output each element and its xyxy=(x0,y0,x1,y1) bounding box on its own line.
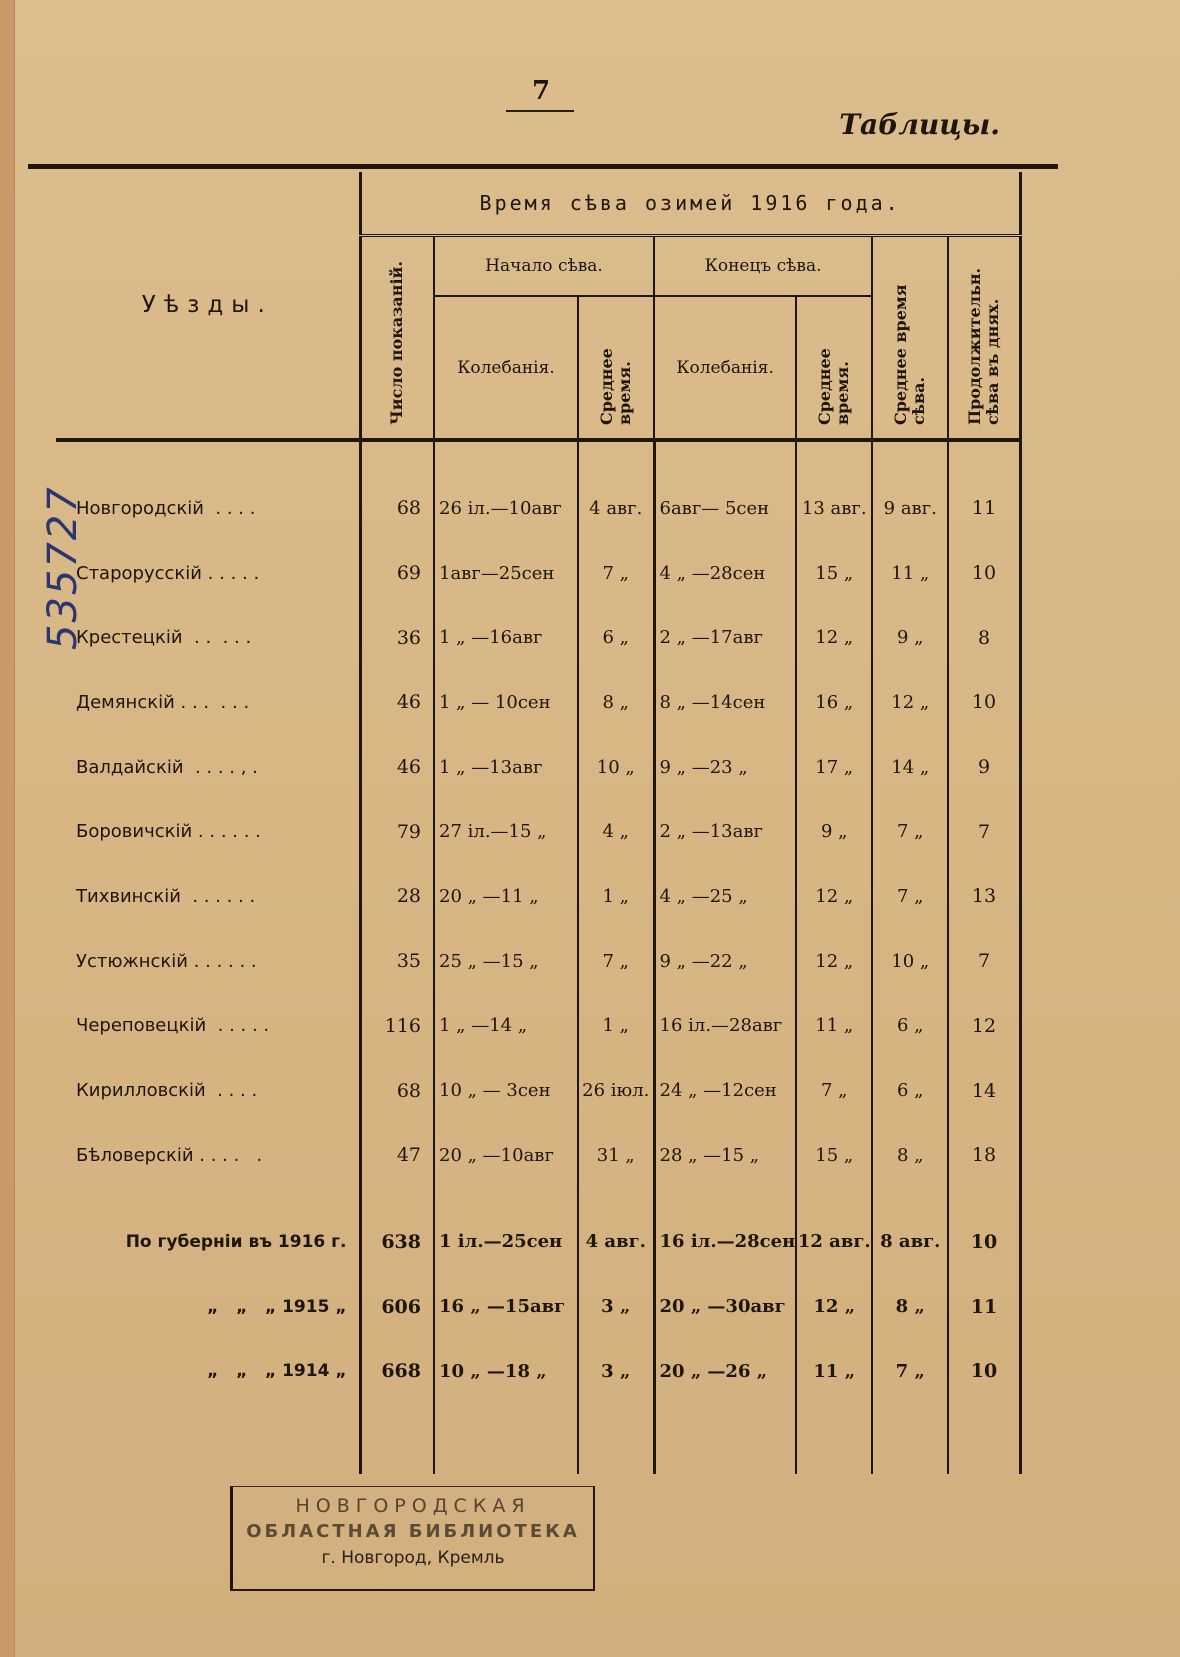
row-count: 28 xyxy=(396,885,421,908)
total-count: 606 xyxy=(381,1295,421,1318)
total-start-range: 16 „ —15авг xyxy=(434,1274,578,1339)
row-start-range: 27 іл.—15 „ xyxy=(434,799,578,864)
row-end-avg: 15 „ xyxy=(796,541,872,606)
row-start-avg: 8 „ xyxy=(578,670,654,735)
row-days: 12 xyxy=(948,994,1020,1059)
stamp-line-2: ОБЛАСТНАЯ БИБЛИОТЕКА xyxy=(246,1521,580,1542)
row-count: 68 xyxy=(396,497,421,520)
row-end-range: 4 „ —28сен xyxy=(654,541,796,606)
row-start-avg: 7 „ xyxy=(578,541,654,606)
spacer-row xyxy=(56,1188,1020,1210)
row-start-range: 25 „ —15 „ xyxy=(434,929,578,994)
row-start-range: 26 іл.—10авг xyxy=(434,476,578,541)
header-end-avg xyxy=(796,296,872,440)
row-count: 79 xyxy=(396,820,421,843)
row-start-avg: 26 іюл. xyxy=(578,1058,654,1123)
row-uezd-name: Старорусскій . . . . . xyxy=(56,541,360,606)
row-start-avg: 7 „ xyxy=(578,929,654,994)
header-uezdy: Уѣзды. xyxy=(56,172,360,440)
row-uezd-name: Демянскій . . . . . . xyxy=(56,670,360,735)
row-start-range: 1 „ — 10сен xyxy=(434,670,578,735)
total-row xyxy=(56,1210,1020,1275)
row-uezd-name: Череповецкій . . . . . xyxy=(56,994,360,1059)
row-start-avg: 1 „ xyxy=(578,864,654,929)
page-number: 7 xyxy=(531,76,551,106)
total-end-avg: 12 авг. xyxy=(796,1210,872,1275)
total-end-avg: 11 „ xyxy=(796,1339,872,1404)
total-avg: 8 „ xyxy=(872,1274,948,1339)
row-avg: 8 „ xyxy=(872,1123,948,1188)
row-avg: 6 „ xyxy=(872,1058,948,1123)
row-end-range: 8 „ —14сен xyxy=(654,670,796,735)
row-start-range: 20 „ —10авг xyxy=(434,1123,578,1188)
row-avg: 14 „ xyxy=(872,735,948,800)
row-end-range: 16 іл.—28авг xyxy=(654,994,796,1059)
header-avg-sowing-text: Среднее время сѣва. xyxy=(891,284,929,425)
row-end-avg: 17 „ xyxy=(796,735,872,800)
row-start-range: 1 „ —13авг xyxy=(434,735,578,800)
row-uezd-name: Новгородскій . . . . xyxy=(56,476,360,541)
row-start-avg: 4 авг. xyxy=(578,476,654,541)
row-days: 9 xyxy=(948,735,1020,800)
row-uezd-name: Бѣловерскій . . . . . xyxy=(56,1123,360,1188)
row-start-avg: 10 „ xyxy=(578,735,654,800)
table-row xyxy=(56,864,1020,929)
row-end-avg: 12 „ xyxy=(796,929,872,994)
row-end-avg: 9 „ xyxy=(796,799,872,864)
row-count: 46 xyxy=(396,756,421,779)
row-avg: 11 „ xyxy=(872,541,948,606)
row-start-range: 1авг—25сен xyxy=(434,541,578,606)
row-end-range: 4 „ —25 „ xyxy=(654,864,796,929)
total-days: 10 xyxy=(948,1339,1020,1404)
row-avg: 9 „ xyxy=(872,605,948,670)
row-avg: 10 „ xyxy=(872,929,948,994)
header-start-avg-text: Среднее время. xyxy=(597,348,634,425)
row-days: 14 xyxy=(948,1058,1020,1123)
row-days: 13 xyxy=(948,864,1020,929)
row-count: 47 xyxy=(396,1144,421,1167)
page-number-rule xyxy=(506,110,574,112)
row-days: 7 xyxy=(948,799,1020,864)
sowing-time-table xyxy=(56,172,1022,1474)
table-title: Время сѣва озимей 1916 года. xyxy=(360,172,1020,236)
row-start-avg: 4 „ xyxy=(578,799,654,864)
table-row xyxy=(56,1058,1020,1123)
table-row xyxy=(56,541,1020,606)
row-days: 10 xyxy=(948,541,1020,606)
row-count: 46 xyxy=(396,691,421,714)
row-end-avg: 7 „ xyxy=(796,1058,872,1123)
row-days: 18 xyxy=(948,1123,1020,1188)
header-start-fluct: Колебанія. xyxy=(434,296,578,440)
row-start-avg: 1 „ xyxy=(578,994,654,1059)
table-row xyxy=(56,929,1020,994)
header-count-text: Число показаній. xyxy=(387,261,407,425)
row-avg: 9 авг. xyxy=(872,476,948,541)
table-row xyxy=(56,670,1020,735)
table-row xyxy=(56,994,1020,1059)
row-end-range: 2 „ —13авг xyxy=(654,799,796,864)
row-end-avg: 13 авг. xyxy=(796,476,872,541)
total-row-name: По губерніи въ 1916 г. xyxy=(56,1210,360,1275)
table-row xyxy=(56,1123,1020,1188)
total-end-range: 16 іл.—28сен xyxy=(654,1210,796,1275)
total-end-range: 20 „ —30авг xyxy=(654,1274,796,1339)
total-start-range: 1 іл.—25сен xyxy=(434,1210,578,1275)
table-row xyxy=(56,735,1020,800)
row-uezd-name: Крестецкій . . . . . xyxy=(56,605,360,670)
row-count: 36 xyxy=(396,626,421,649)
total-days: 10 xyxy=(948,1210,1020,1275)
row-avg: 6 „ xyxy=(872,994,948,1059)
total-end-range: 20 „ —26 „ xyxy=(654,1339,796,1404)
row-uezd-name: Кирилловскій . . . . xyxy=(56,1058,360,1123)
header-duration xyxy=(948,236,1020,441)
row-start-range: 1 „ —16авг xyxy=(434,605,578,670)
total-avg: 7 „ xyxy=(872,1339,948,1404)
row-end-range: 6авг— 5сен xyxy=(654,476,796,541)
row-start-range: 1 „ —14 „ xyxy=(434,994,578,1059)
table-top-rule xyxy=(28,164,1058,169)
header-end-avg-text: Среднее время. xyxy=(815,348,853,425)
row-end-range: 9 „ —22 „ xyxy=(654,929,796,994)
header-end-fluct: Колебанія. xyxy=(654,296,796,440)
row-count: 68 xyxy=(396,1079,421,1102)
stamp-line-3: г. Новгород, Кремль xyxy=(321,1548,505,1568)
header-start-avg xyxy=(578,296,654,440)
stamp-line-1: НОВГОРОДСКАЯ xyxy=(295,1495,531,1517)
total-days: 11 xyxy=(948,1274,1020,1339)
header-start-group: Начало сѣва. xyxy=(434,236,654,297)
header-count xyxy=(360,236,434,441)
total-row xyxy=(56,1274,1020,1339)
row-days: 11 xyxy=(948,476,1020,541)
inventory-number xyxy=(6,450,86,650)
row-start-range: 20 „ —11 „ xyxy=(434,864,578,929)
total-row-name: „ „ „ 1914 „ xyxy=(56,1339,360,1404)
total-row-name: „ „ „ 1915 „ xyxy=(56,1274,360,1339)
total-start-avg: 3 „ xyxy=(578,1274,654,1339)
row-days: 7 xyxy=(948,929,1020,994)
total-start-avg: 3 „ xyxy=(578,1339,654,1404)
row-end-range: 9 „ —23 „ xyxy=(654,735,796,800)
spacer-row xyxy=(56,1404,1020,1474)
row-start-avg: 6 „ xyxy=(578,605,654,670)
row-uezd-name: Тихвинскій . . . . . . xyxy=(56,864,360,929)
total-end-avg: 12 „ xyxy=(796,1274,872,1339)
library-stamp xyxy=(230,1486,595,1591)
row-start-range: 10 „ — 3сен xyxy=(434,1058,578,1123)
total-avg: 8 авг. xyxy=(872,1210,948,1275)
row-end-range: 24 „ —12сен xyxy=(654,1058,796,1123)
row-days: 8 xyxy=(948,605,1020,670)
row-uezd-name: Устюжнскій . . . . . . xyxy=(56,929,360,994)
row-start-avg: 31 „ xyxy=(578,1123,654,1188)
inventory-number-text: 535727 xyxy=(40,485,86,650)
header-duration-text: Продолжительн. сѣва въ днях. xyxy=(965,267,1002,425)
row-avg: 7 „ xyxy=(872,799,948,864)
row-end-avg: 12 „ xyxy=(796,605,872,670)
row-end-avg: 16 „ xyxy=(796,670,872,735)
row-count: 35 xyxy=(396,950,421,973)
total-count: 668 xyxy=(381,1360,421,1383)
row-end-avg: 11 „ xyxy=(796,994,872,1059)
header-end-group: Конецъ сѣва. xyxy=(654,236,872,297)
row-uezd-name: Валдайскій . . . . , . xyxy=(56,735,360,800)
table-row xyxy=(56,476,1020,541)
row-end-range: 2 „ —17авг xyxy=(654,605,796,670)
header-avg-sowing xyxy=(872,236,948,441)
total-start-range: 10 „ —18 „ xyxy=(434,1339,578,1404)
row-count: 116 xyxy=(384,1014,421,1037)
row-count: 69 xyxy=(396,562,421,585)
spacer-row xyxy=(56,440,1020,476)
page-edge xyxy=(0,0,15,1657)
total-start-avg: 4 авг. xyxy=(578,1210,654,1275)
row-end-avg: 15 „ xyxy=(796,1123,872,1188)
row-days: 10 xyxy=(948,670,1020,735)
table-row xyxy=(56,799,1020,864)
row-end-range: 28 „ —15 „ xyxy=(654,1123,796,1188)
row-avg: 12 „ xyxy=(872,670,948,735)
row-end-avg: 12 „ xyxy=(796,864,872,929)
total-row xyxy=(56,1339,1020,1404)
row-avg: 7 „ xyxy=(872,864,948,929)
running-head: Таблицы. xyxy=(839,108,1000,141)
table-row xyxy=(56,605,1020,670)
row-uezd-name: Боровичскій . . . . . . xyxy=(56,799,360,864)
total-count: 638 xyxy=(381,1230,421,1253)
